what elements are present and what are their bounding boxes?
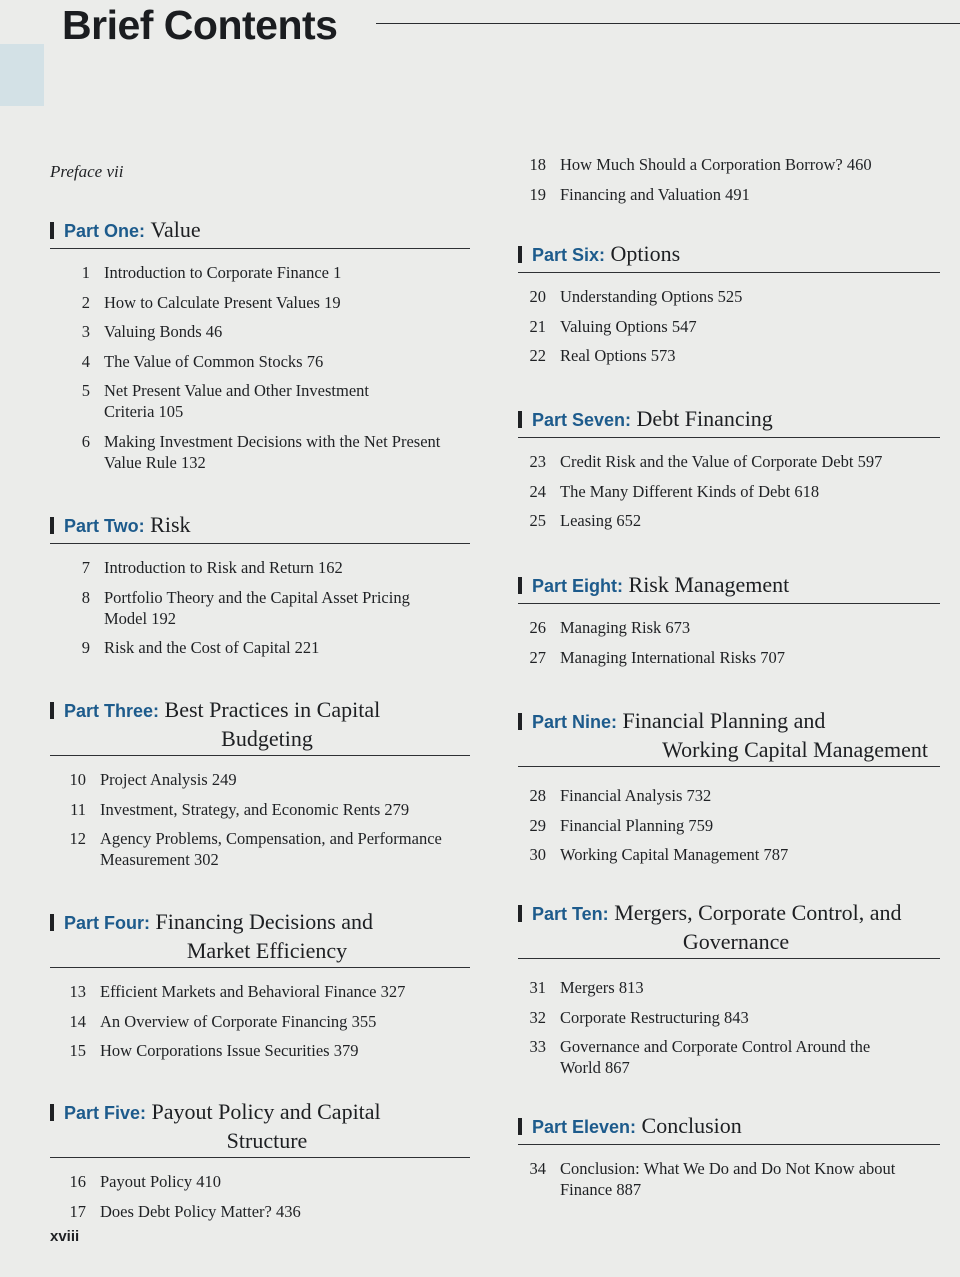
chapter-title: Making Investment Decisions with the Net Present	[104, 431, 441, 451]
chapter-entry[interactable]	[64, 637, 470, 658]
chapter-number: 23	[529, 452, 546, 471]
preface-label: Preface	[50, 162, 103, 181]
chapter-number: 14	[69, 1011, 86, 1031]
chapter-page: 249	[211, 770, 237, 789]
part-heading	[50, 908, 470, 968]
part-heading	[518, 405, 940, 438]
title-rule	[376, 23, 960, 24]
part-marker	[518, 246, 522, 263]
chapter-entry[interactable]	[520, 1158, 940, 1200]
part-heading	[50, 696, 470, 756]
part-marker	[518, 577, 522, 594]
chapter-title: Introduction to Corporate Finance	[104, 263, 329, 282]
page-number: xviii	[50, 1228, 80, 1245]
chapter-page: 302	[193, 850, 219, 869]
chapter-entry[interactable]	[64, 587, 470, 629]
chapter-page: 867	[604, 1058, 630, 1077]
chapter-number: 5	[81, 381, 90, 400]
part-label: Part Nine:	[532, 712, 618, 732]
chapter-page: 597	[857, 452, 883, 471]
chapter-number: 27	[529, 647, 546, 667]
chapter-number: 11	[70, 799, 86, 819]
part-heading	[50, 216, 470, 249]
chapter-entry[interactable]	[520, 785, 940, 806]
part-name: Debt Financing	[636, 406, 773, 431]
part-heading	[518, 240, 940, 273]
chapter-title: Financial Analysis	[560, 786, 683, 805]
part-name: Risk	[150, 512, 191, 537]
chapter-number: 16	[69, 1172, 86, 1191]
chapter-title: Investment, Strategy, and Economic Rents	[100, 799, 381, 819]
page-title: Brief Contents	[62, 2, 338, 48]
chapter-page: 652	[616, 511, 642, 530]
chapter-page: 618	[794, 481, 820, 501]
part-name: Conclusion	[641, 1113, 742, 1138]
chapter-number: 32	[529, 1007, 546, 1027]
chapter-entry[interactable]	[60, 1040, 470, 1061]
chapter-page: 525	[717, 287, 743, 306]
part-marker	[50, 914, 54, 931]
chapter-page: 192	[151, 608, 176, 628]
chapter-page: 1	[333, 263, 342, 282]
chapter-number: 24	[529, 481, 546, 501]
chapter-page: 105	[158, 402, 184, 421]
part-marker	[50, 222, 54, 239]
chapter-entry[interactable]	[60, 1011, 470, 1032]
chapter-title: Working Capital Management	[560, 845, 760, 864]
part-one	[50, 216, 470, 481]
chapter-entry[interactable]	[520, 977, 940, 998]
chapter-title: Credit Risk and the Value of Corporate Debt	[560, 452, 854, 471]
part-name: Value	[150, 217, 201, 242]
part-label: Part Eight:	[532, 576, 624, 596]
part-name-cont: Market Efficiency	[186, 938, 348, 963]
chapter-page: 46	[205, 322, 223, 341]
part-marker	[518, 1118, 522, 1135]
part-label: Part Eleven:	[532, 1117, 637, 1137]
chapter-page: 707	[760, 647, 786, 667]
chapter-page: 436	[275, 1201, 301, 1221]
part-heading	[50, 511, 470, 544]
chapter-title-cont: Model	[104, 608, 148, 628]
chapter-title-cont: Finance	[560, 1180, 613, 1199]
chapter-page: 279	[384, 799, 410, 819]
chapter-title: Mergers	[560, 978, 615, 997]
chapter-entry[interactable]	[520, 815, 940, 836]
chapter-number: 33	[529, 1037, 546, 1056]
part-heading	[518, 899, 940, 959]
chapter-title: The Many Different Kinds of Debt	[560, 481, 791, 501]
chapter-page: 132	[180, 452, 206, 472]
chapter-entry[interactable]	[64, 262, 470, 283]
part-label: Part One:	[64, 221, 146, 241]
chapter-title: How Much Should a Corporation Borrow?	[560, 155, 843, 174]
chapter-number: 12	[69, 829, 86, 848]
chapter-page: 162	[318, 558, 343, 577]
chapter-entry[interactable]	[64, 351, 470, 372]
chapter-number: 9	[81, 638, 90, 657]
chapter-entry[interactable]	[520, 154, 940, 175]
chapter-title: Payout Policy	[100, 1172, 193, 1191]
chapter-number: 21	[529, 316, 546, 336]
chapter-title-cont: World	[560, 1058, 601, 1077]
part-name: Financial Planning and	[622, 708, 826, 733]
part-label: Part Seven:	[532, 410, 632, 430]
chapter-title: Governance and Corporate Control Around the	[560, 1037, 871, 1056]
chapter-number: 4	[81, 351, 90, 371]
chapter-entry[interactable]	[520, 844, 940, 865]
chapter-page: 355	[351, 1011, 377, 1031]
chapter-entry[interactable]	[60, 981, 470, 1002]
part-four	[50, 908, 470, 1070]
chapter-entry[interactable]	[520, 451, 940, 472]
part-heading	[518, 707, 940, 767]
chapter-title: Corporate Restructuring	[560, 1007, 720, 1027]
chapter-entry[interactable]	[60, 1171, 470, 1192]
chapter-entry[interactable]	[520, 481, 940, 502]
chapter-number: 34	[529, 1159, 546, 1178]
chapter-page: 787	[763, 845, 789, 864]
part-five	[50, 1098, 470, 1230]
chapter-entry[interactable]	[520, 510, 940, 531]
chapter-entry[interactable]	[64, 321, 470, 342]
part-eleven	[518, 1112, 940, 1209]
chapter-title: How to Calculate Present Values	[104, 292, 320, 312]
chapter-page: 491	[725, 184, 750, 204]
chapter-title: Conclusion: What We Do and Do Not Know about	[560, 1159, 896, 1178]
chapter-page: 460	[846, 155, 872, 174]
chapter-number: 1	[81, 263, 90, 282]
chapter-title-cont: Value Rule	[104, 452, 177, 472]
chapter-title: The Value of Common Stocks	[104, 351, 303, 371]
chapter-title: Financing and Valuation	[560, 184, 722, 204]
chapter-page: 410	[196, 1172, 222, 1191]
part-three	[50, 696, 470, 879]
part-seven	[518, 405, 940, 540]
chapter-number: 7	[81, 558, 90, 577]
chapter-number: 6	[81, 431, 90, 451]
part-label: Part Three:	[64, 701, 160, 721]
chapter-page: 813	[618, 978, 644, 997]
part-heading	[518, 571, 940, 604]
chapter-number: 8	[81, 587, 90, 607]
part-name-cont: Structure	[226, 1128, 308, 1153]
chapter-number: 2	[81, 292, 90, 312]
chapter-page: 759	[688, 815, 714, 835]
chapter-entry[interactable]	[64, 292, 470, 313]
part-heading	[518, 1112, 940, 1145]
part-name: Best Practices in Capital	[164, 697, 381, 722]
chapter-number: 30	[529, 845, 546, 864]
part-marker	[50, 702, 54, 719]
chapter-entry[interactable]	[60, 1201, 470, 1222]
chapter-title-cont: Criteria	[104, 402, 155, 421]
chapter-entry[interactable]	[60, 799, 470, 820]
part-name: Payout Policy and Capital	[151, 1099, 381, 1124]
chapter-title: Managing International Risks	[560, 647, 757, 667]
part-name: Mergers, Corporate Control, and	[614, 900, 902, 925]
part-nine	[518, 707, 940, 874]
preface-entry	[50, 162, 123, 182]
chapter-number: 10	[69, 770, 86, 789]
part-marker	[518, 411, 522, 428]
part-label: Part Four:	[64, 913, 151, 933]
part-label: Part Five:	[64, 1103, 147, 1123]
chapter-number: 15	[69, 1041, 86, 1060]
part-label: Part Six:	[532, 245, 606, 265]
chapter-title: Leasing	[560, 511, 613, 530]
chapter-number: 22	[529, 346, 546, 365]
chapter-entry[interactable]	[64, 557, 470, 578]
chapter-entry[interactable]	[60, 769, 470, 790]
part-name: Risk Management	[628, 572, 790, 597]
part-six	[518, 240, 940, 375]
part-name-cont: Working Capital Management	[662, 737, 928, 762]
chapter-title: Financial Planning	[560, 815, 685, 835]
chapter-entry[interactable]	[520, 1007, 940, 1028]
chapter-number: 25	[529, 511, 546, 530]
chapter-title: Real Options	[560, 346, 647, 365]
part-eight	[518, 571, 940, 676]
chapter-page: 221	[294, 638, 320, 657]
chapter-page: 573	[650, 346, 676, 365]
part-five-continued	[520, 154, 940, 213]
chapter-title: Portfolio Theory and the Capital Asset Pricing	[104, 587, 410, 607]
part-marker	[50, 1104, 54, 1121]
chapter-page: 19	[324, 292, 341, 312]
chapter-number: 3	[81, 322, 90, 341]
chapter-number: 31	[529, 978, 546, 997]
chapter-page: 887	[616, 1180, 642, 1199]
chapter-page: 732	[686, 786, 712, 805]
chapter-title: Valuing Options	[560, 316, 668, 336]
part-marker	[50, 517, 54, 534]
chapter-page: 673	[665, 618, 691, 637]
chapter-title: Risk and the Cost of Capital	[104, 638, 291, 657]
chapter-title: Introduction to Risk and Return	[104, 558, 314, 577]
part-name-cont: Budgeting	[221, 726, 313, 751]
chapter-entry[interactable]	[64, 380, 470, 422]
chapter-title: Agency Problems, Compensation, and Performance	[100, 829, 442, 848]
chapter-entry[interactable]	[520, 316, 940, 337]
chapter-number: 17	[69, 1201, 86, 1221]
part-label: Part Two:	[64, 516, 145, 536]
chapter-number: 19	[529, 184, 546, 204]
chapter-page: 76	[306, 351, 324, 371]
chapter-entry[interactable]	[520, 1036, 940, 1078]
chapter-entry[interactable]	[520, 286, 940, 307]
chapter-title: Valuing Bonds	[104, 322, 202, 341]
chapter-number: 13	[69, 982, 86, 1001]
chapter-page: 327	[380, 982, 406, 1001]
part-name-cont: Governance	[682, 929, 790, 954]
tab-accent	[0, 44, 44, 106]
chapter-entry[interactable]	[520, 345, 940, 366]
part-heading	[50, 1098, 470, 1158]
part-name: Financing Decisions and	[155, 909, 374, 934]
chapter-page: 547	[671, 316, 697, 336]
chapter-number: 26	[529, 618, 546, 637]
part-name: Options	[610, 241, 681, 266]
part-two	[50, 511, 470, 667]
chapter-entry[interactable]	[60, 828, 470, 870]
chapter-number: 18	[529, 155, 546, 174]
chapter-entry[interactable]	[520, 647, 940, 668]
chapter-title-cont: Measurement	[100, 850, 190, 869]
chapter-page: 843	[724, 1007, 749, 1027]
chapter-page: 379	[333, 1041, 359, 1060]
chapter-title: Project Analysis	[100, 770, 208, 789]
part-marker	[518, 713, 522, 730]
chapter-entry[interactable]	[520, 617, 940, 638]
chapter-entry[interactable]	[520, 184, 940, 205]
chapter-title: Efficient Markets and Behavioral Finance	[100, 982, 377, 1001]
chapter-number: 28	[529, 786, 546, 805]
part-marker	[518, 905, 522, 922]
part-ten	[518, 899, 940, 1087]
chapter-title: Does Debt Policy Matter?	[100, 1201, 272, 1221]
part-label: Part Ten:	[532, 904, 609, 924]
chapter-number: 29	[529, 815, 546, 835]
preface-page: vii	[106, 162, 124, 181]
chapter-title: Managing Risk	[560, 618, 662, 637]
chapter-entry[interactable]	[64, 431, 470, 473]
chapter-title: How Corporations Issue Securities	[100, 1041, 330, 1060]
chapter-title: Understanding Options	[560, 287, 714, 306]
chapter-number: 20	[529, 287, 546, 306]
chapter-title: Net Present Value and Other Investment	[104, 381, 369, 400]
chapter-title: An Overview of Corporate Financing	[100, 1011, 348, 1031]
